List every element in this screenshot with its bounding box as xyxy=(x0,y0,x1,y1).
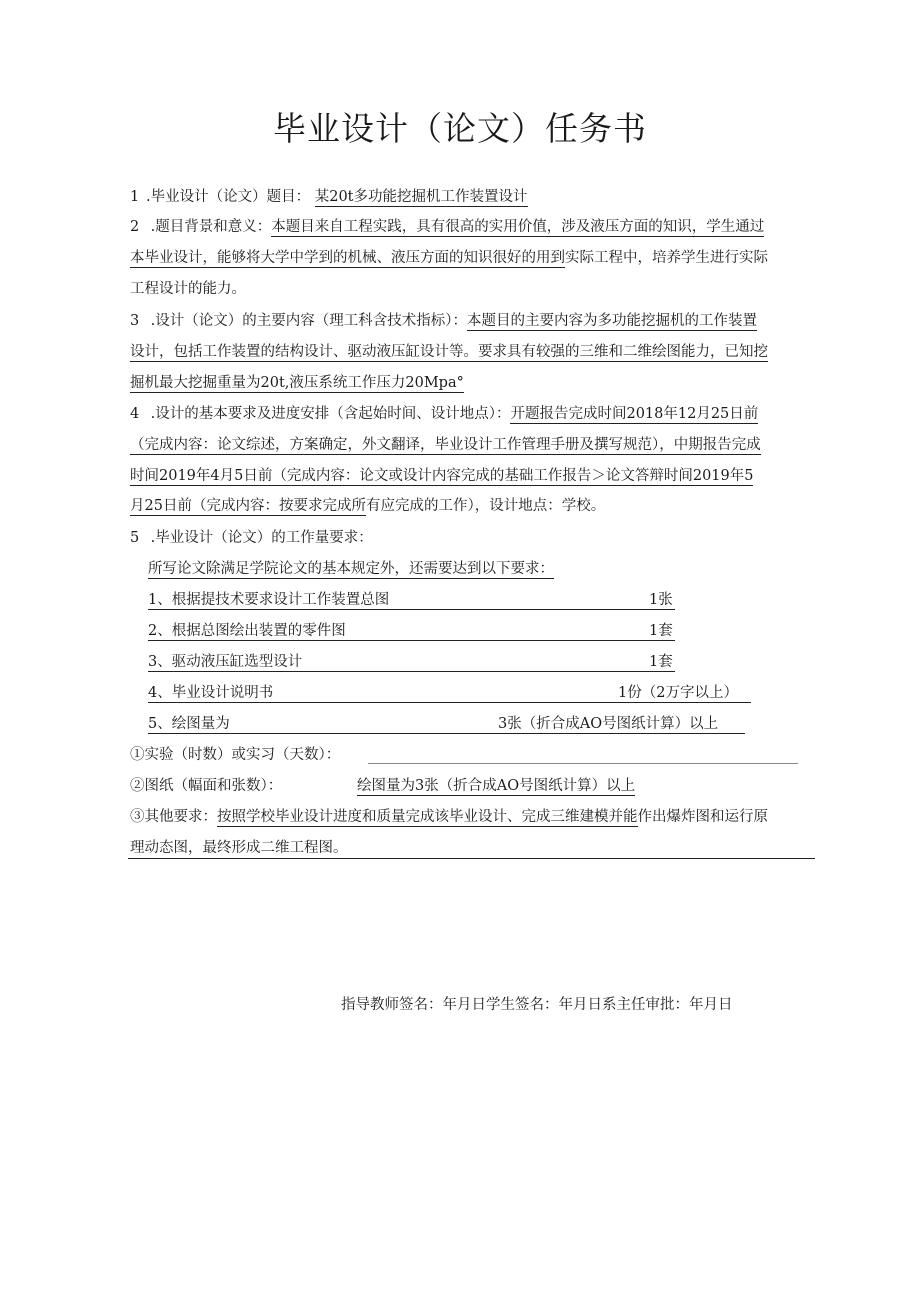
item-3-number: 3 xyxy=(130,313,140,329)
extra-2-label: ②图纸（幅面和张数）： xyxy=(130,778,283,794)
requirement-label: 2、根据总图绘出装置的零件图 xyxy=(148,623,346,639)
item-3-line-1 xyxy=(130,311,757,331)
requirement-label: 1、根据提技术要求设计工作装置总图 xyxy=(148,592,390,608)
requirement-underline xyxy=(148,733,745,734)
item-1-value: 某20t多功能挖掘机工作装置设计 xyxy=(314,189,528,205)
page-title: 毕业设计（论文）任务书 xyxy=(273,109,647,148)
extra-3-rest: 作出爆炸图和运行原 xyxy=(637,809,768,825)
extra-1-label: ①实验（时数）或实习（天数）： xyxy=(130,747,341,763)
requirement-label: 5、绘图量为 xyxy=(148,716,230,732)
item-3-line-3-text: 掘机最大挖掘重量为20t,液压系统工作压力20Mpa° xyxy=(130,375,464,391)
item-1-number: 1 xyxy=(130,189,140,205)
requirement-qty: 1套 xyxy=(649,623,673,639)
item-2-number: 2 xyxy=(130,219,140,235)
item-4-number: 4 xyxy=(130,406,140,422)
item-4-line-4-underlined: 月25日前（完成内容：按要求完成所 xyxy=(130,498,366,514)
extra-2-value-text: 绘图量为3张（折合成AO号图纸计算）以上 xyxy=(357,778,636,794)
extra-3-line-1 xyxy=(130,807,768,827)
item-4-value: 开题报告完成时间2018年12月25日前 xyxy=(510,406,759,422)
item-4-line-2-text: （完成内容：论文综述，方案确定，外文翻译，毕业设计工作管理手册及撰写规范），中期报告完成 xyxy=(130,437,761,453)
requirement-qty: 1套 xyxy=(649,654,673,670)
requirement-qty: 1份（2万字以上） xyxy=(618,685,738,701)
item-4-label: .设计的基本要求及进度安排（含起始时间、设计地点）： xyxy=(150,406,511,422)
extra-3-label: ③其他要求： xyxy=(130,809,217,825)
item-5-intro xyxy=(148,559,554,579)
item-3-value: 本题目的主要内容为多功能挖掘机的工作装置 xyxy=(466,313,757,329)
section-divider xyxy=(128,858,815,859)
item-3-line-3 xyxy=(130,373,464,393)
item-5-label: .毕业设计（论文）的工作量要求： xyxy=(150,530,373,546)
item-2-value: 本题目来自工程实践，具有很高的实用价值，涉及液压方面的知识，学生通过 xyxy=(271,219,765,235)
signature-line: 指导教师签名：年月日学生签名：年月日系主任审批：年月日 xyxy=(341,997,733,1013)
item-2-line-2-underlined: 本毕业设计，能够将大学中学到的机械、液压方面的知识很好的用到 xyxy=(130,250,565,266)
item-1-label: .毕业设计（论文）题目： xyxy=(146,189,311,205)
item-3-label: .设计（论文）的主要内容（理工科含技术指标）： xyxy=(150,313,467,329)
item-2-line-2-rest: 实际工程中，培养学生进行实际 xyxy=(565,250,768,266)
item-4-line-4 xyxy=(130,496,605,516)
item-4-line-4-rest: 有应完成的工作），设计地点：学校。 xyxy=(365,498,606,514)
extra-2-value xyxy=(357,776,635,796)
item-4-line-1 xyxy=(130,404,758,424)
extra-3-line-2: 理动态图，最终形成二维工程图。 xyxy=(130,840,348,856)
requirement-underline xyxy=(148,671,675,672)
item-2-label: .题目背景和意义： xyxy=(150,219,272,235)
item-2-line-3: 工程设计的能力。 xyxy=(130,281,246,297)
requirement-label: 4、毕业设计说明书 xyxy=(148,685,274,701)
item-3-line-2-text: 设计，包括工作装置的结构设计、驱动液压缸设计等。要求具有较强的三维和二维绘图能力，已知挖 xyxy=(130,344,768,360)
item-5-line-1 xyxy=(130,528,373,548)
item-2-line-2 xyxy=(130,248,768,268)
requirement-underline xyxy=(148,640,675,641)
item-3-line-2 xyxy=(130,342,768,362)
item-4-line-3 xyxy=(130,466,753,486)
requirement-underline xyxy=(148,609,675,610)
requirement-qty: 1张 xyxy=(649,592,673,608)
item-5-number: 5 xyxy=(130,530,140,546)
requirement-qty: 3张（折合成AO号图纸计算）以上 xyxy=(498,716,719,732)
requirement-underline xyxy=(148,702,751,703)
item-1 xyxy=(130,187,528,207)
requirement-label: 3、驱动液压缸选型设计 xyxy=(148,654,303,670)
item-2-line-1 xyxy=(130,217,764,237)
extra-3-underlined: 按照学校毕业设计进度和质量完成该毕业设计、完成三维建模并能 xyxy=(217,809,638,825)
item-4-line-3-text: 时间2019年4月5日前（完成内容：论文或设计内容完成的基础工作报告＞论文答辩时间2019年5 xyxy=(130,468,754,484)
extra-1-blank-line xyxy=(368,763,798,764)
item-4-line-2 xyxy=(130,435,761,455)
item-5-intro-text: 所写论文除满足学院论文的基本规定外，还需要达到以下要求： xyxy=(148,561,554,577)
